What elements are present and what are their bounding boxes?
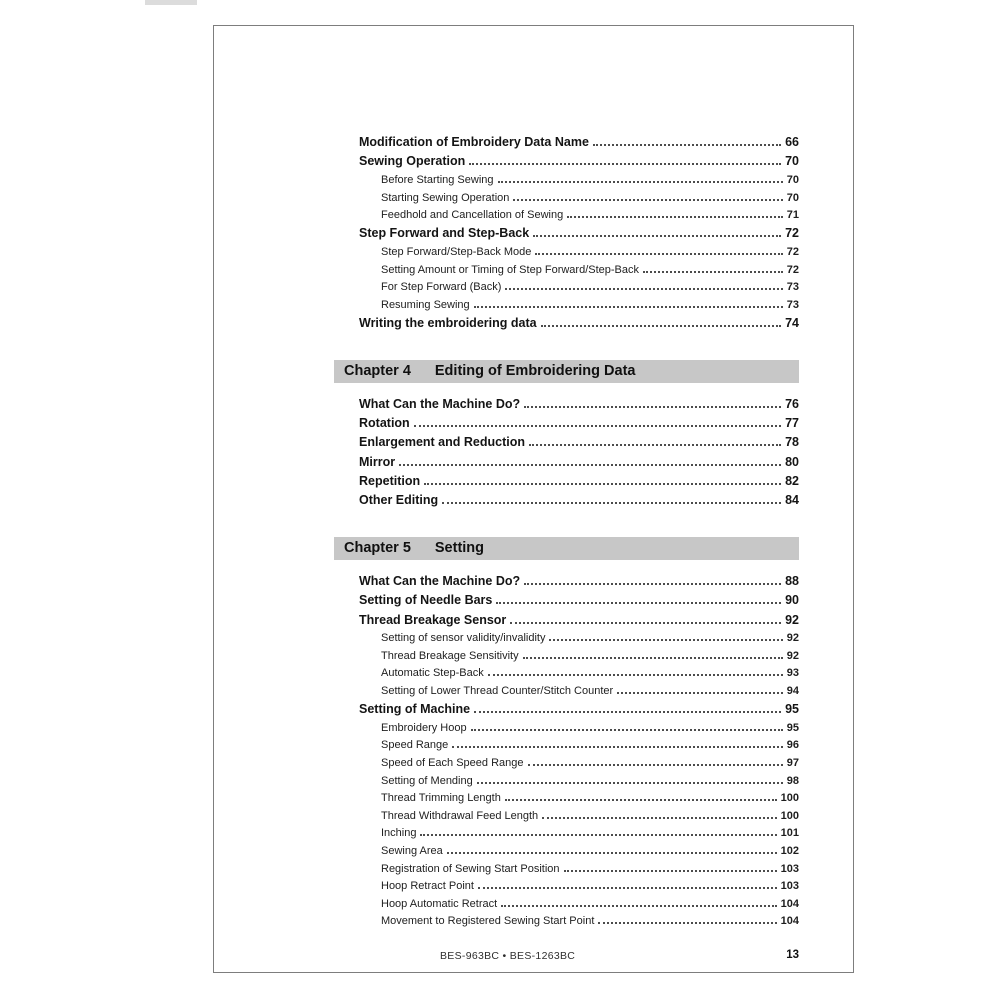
toc-entry-title: Step Forward and Step-Back — [359, 226, 530, 241]
toc-entry — [334, 258, 799, 276]
toc-entry — [334, 627, 799, 645]
toc-entry-page: 70 — [786, 191, 799, 204]
dot-leader — [524, 583, 781, 585]
toc-entry — [334, 644, 799, 662]
toc-entry — [334, 469, 799, 488]
toc-entry-title: Thread Trimming Length — [381, 792, 501, 805]
toc-entry-page: 73 — [786, 281, 799, 294]
toc-entry — [334, 240, 799, 258]
toc-entry-page: 101 — [780, 827, 799, 840]
toc-entry — [334, 186, 799, 204]
chapter-title: Editing of Embroidering Data — [434, 362, 636, 379]
toc-entry-page: 92 — [786, 649, 799, 662]
toc-entry — [334, 149, 799, 168]
dot-leader — [474, 711, 781, 713]
chapter-title: Setting — [434, 540, 485, 557]
toc-entry-title: Setting of sensor validity/invalidity — [381, 632, 546, 645]
dot-leader — [510, 622, 781, 624]
toc-entry — [334, 569, 799, 588]
dot-leader — [488, 674, 783, 676]
footer-model-names: BES-963BC • BES-1263BC — [440, 950, 576, 962]
toc-entry — [334, 449, 799, 468]
toc-entry-title: Starting Sewing Operation — [381, 191, 510, 204]
toc-entry — [334, 679, 799, 697]
dot-leader — [399, 464, 781, 466]
dot-leader — [505, 288, 782, 290]
toc-entry-title: Resuming Sewing — [381, 298, 470, 311]
toc-entry-title: Sewing Operation — [359, 154, 466, 169]
dot-leader — [564, 870, 777, 872]
dot-leader — [541, 325, 782, 327]
toc-entry-page: 94 — [786, 684, 799, 697]
dot-leader — [505, 799, 777, 801]
dot-leader — [549, 639, 782, 641]
toc-continuation-section — [334, 130, 799, 330]
toc-entry-title: Feedhold and Cancellation of Sewing — [381, 209, 564, 222]
toc-entry-title: Setting of Mending — [381, 774, 473, 787]
toc-entry-title: Rotation — [359, 416, 410, 431]
toc-entry-title: Hoop Automatic Retract — [381, 897, 498, 910]
toc-entry-title: Speed of Each Speed Range — [381, 756, 524, 769]
toc-entry-title: What Can the Machine Do? — [359, 397, 521, 412]
chapter-number: Chapter 4 — [344, 362, 411, 379]
toc-entry-title: Setting of Machine — [359, 702, 471, 717]
toc-entry — [334, 607, 799, 626]
dot-leader — [567, 216, 783, 218]
toc-entry — [334, 787, 799, 805]
dot-leader — [447, 852, 777, 854]
toc-entry-page: 95 — [786, 721, 799, 734]
dot-leader — [477, 782, 783, 784]
toc-entry-page: 84 — [785, 493, 799, 508]
toc-entry — [334, 430, 799, 449]
dot-leader — [524, 406, 781, 408]
toc-entry-page: 98 — [786, 774, 799, 787]
toc-entry — [334, 392, 799, 411]
chapter-heading-bar — [334, 537, 799, 560]
toc-entry — [334, 769, 799, 787]
toc-entry-title: Speed Range — [381, 739, 449, 752]
toc-entry-title: Setting Amount or Timing of Step Forward/Step-Back — [381, 263, 640, 276]
dot-leader — [513, 199, 782, 201]
toc-entry — [334, 697, 799, 716]
toc-entry-page: 70 — [786, 173, 799, 186]
toc-entry-page: 82 — [785, 473, 799, 488]
dot-leader — [535, 253, 782, 255]
toc-entry-page: 71 — [786, 209, 799, 222]
dot-leader — [523, 657, 783, 659]
toc-entry-page: 103 — [780, 862, 799, 875]
toc-entry — [334, 804, 799, 822]
toc-entry-title: Modification of Embroidery Data Name — [359, 135, 589, 150]
dot-leader — [420, 834, 776, 836]
toc-entry — [334, 130, 799, 149]
toc-entry-title: Sewing Area — [381, 844, 443, 857]
dot-leader — [643, 271, 783, 273]
toc-entry-page: 73 — [786, 298, 799, 311]
toc-entry-page: 96 — [786, 739, 799, 752]
toc-entry-title: Setting of Needle Bars — [359, 593, 493, 608]
toc-sections — [214, 130, 853, 927]
toc-entry — [334, 293, 799, 311]
toc-entry-title: Writing the embroidering data — [359, 315, 537, 330]
toc-entry-page: 77 — [785, 416, 799, 431]
toc-entry-title: Setting of Lower Thread Counter/Stitch Counter — [381, 684, 614, 697]
dot-leader — [533, 235, 781, 237]
toc-entry-title: Hoop Retract Point — [381, 880, 474, 893]
toc-entry-page: 72 — [786, 263, 799, 276]
toc-entry — [334, 204, 799, 222]
dot-leader — [471, 729, 783, 731]
dot-leader — [496, 602, 781, 604]
dot-leader — [542, 817, 776, 819]
toc-entry-title: Registration of Sewing Start Position — [381, 862, 560, 875]
toc-entry — [334, 311, 799, 330]
toc-entry — [334, 662, 799, 680]
toc-entry-page: 104 — [780, 897, 799, 910]
toc-entry-page: 90 — [785, 593, 799, 608]
manual-page — [213, 25, 854, 973]
toc-entry — [334, 892, 799, 910]
toc-entry-page: 74 — [785, 315, 799, 330]
dot-leader — [424, 483, 781, 485]
dot-leader — [528, 764, 783, 766]
dot-leader — [498, 181, 783, 183]
dot-leader — [598, 922, 776, 924]
page-footer — [214, 950, 853, 965]
dot-leader — [529, 444, 781, 446]
dot-leader — [501, 905, 776, 907]
toc-entry-title: Enlargement and Reduction — [359, 435, 525, 450]
toc-entry — [334, 857, 799, 875]
chapter-section — [334, 360, 799, 507]
toc-entry-page: 100 — [780, 792, 799, 805]
toc-entry — [334, 875, 799, 893]
footer-page-number: 13 — [786, 949, 799, 961]
toc-entry-title: Automatic Step-Back — [381, 667, 484, 680]
dot-leader — [593, 144, 781, 146]
dot-leader — [469, 163, 781, 165]
toc-entry-page: 100 — [780, 809, 799, 822]
toc-entry-page: 102 — [780, 844, 799, 857]
toc-entry — [334, 221, 799, 240]
toc-entry-title: Before Starting Sewing — [381, 173, 494, 186]
toc-entry-page: 104 — [780, 915, 799, 928]
toc-entry-page: 103 — [780, 880, 799, 893]
toc-entry — [334, 822, 799, 840]
toc-entry-page: 76 — [785, 397, 799, 412]
chapter-section — [334, 537, 799, 927]
toc-entry-page: 70 — [785, 154, 799, 169]
toc-entry — [334, 488, 799, 507]
chapter-number: Chapter 5 — [344, 540, 411, 557]
toc-entry-page: 80 — [785, 454, 799, 469]
toc-entry-title: Inching — [381, 827, 417, 840]
toc-entry-page: 72 — [785, 226, 799, 241]
toc-entry-title: Thread Withdrawal Feed Length — [381, 809, 539, 822]
toc-entry — [334, 411, 799, 430]
toc-entry — [334, 716, 799, 734]
toc-entry-page: 92 — [785, 612, 799, 627]
toc-entry-title: Embroidery Hoop — [381, 721, 467, 734]
toc-entry — [334, 588, 799, 607]
scan-artifact — [145, 0, 197, 5]
toc-entry-page: 92 — [786, 632, 799, 645]
dot-leader — [478, 887, 777, 889]
toc-entry-title: Other Editing — [359, 493, 439, 508]
toc-entry-title: Step Forward/Step-Back Mode — [381, 245, 532, 258]
toc-entry-page: 93 — [786, 667, 799, 680]
toc-entry-page: 88 — [785, 574, 799, 589]
toc-entry-title: Repetition — [359, 473, 421, 488]
toc-entry-title: What Can the Machine Do? — [359, 574, 521, 589]
toc-entry-page: 78 — [785, 435, 799, 450]
toc-entry — [334, 751, 799, 769]
toc-entry-page: 97 — [786, 756, 799, 769]
toc-entry-title: Movement to Registered Sewing Start Point — [381, 915, 595, 928]
toc-entry-title: Mirror — [359, 454, 396, 469]
toc-entry — [334, 839, 799, 857]
dot-leader — [474, 306, 783, 308]
dot-leader — [414, 425, 781, 427]
toc-entry-title: Thread Breakage Sensitivity — [381, 649, 519, 662]
toc-entry — [334, 168, 799, 186]
toc-entry — [334, 734, 799, 752]
dot-leader — [442, 502, 781, 504]
toc-entry-page: 72 — [786, 245, 799, 258]
toc-entry — [334, 910, 799, 928]
toc-entry-page: 95 — [785, 702, 799, 717]
toc-entry-page: 66 — [785, 135, 799, 150]
toc-entry-title: For Step Forward (Back) — [381, 281, 502, 294]
toc-entry — [334, 276, 799, 294]
chapter-heading-bar — [334, 360, 799, 383]
toc-entry-title: Thread Breakage Sensor — [359, 612, 507, 627]
dot-leader — [617, 692, 783, 694]
dot-leader — [452, 746, 782, 748]
